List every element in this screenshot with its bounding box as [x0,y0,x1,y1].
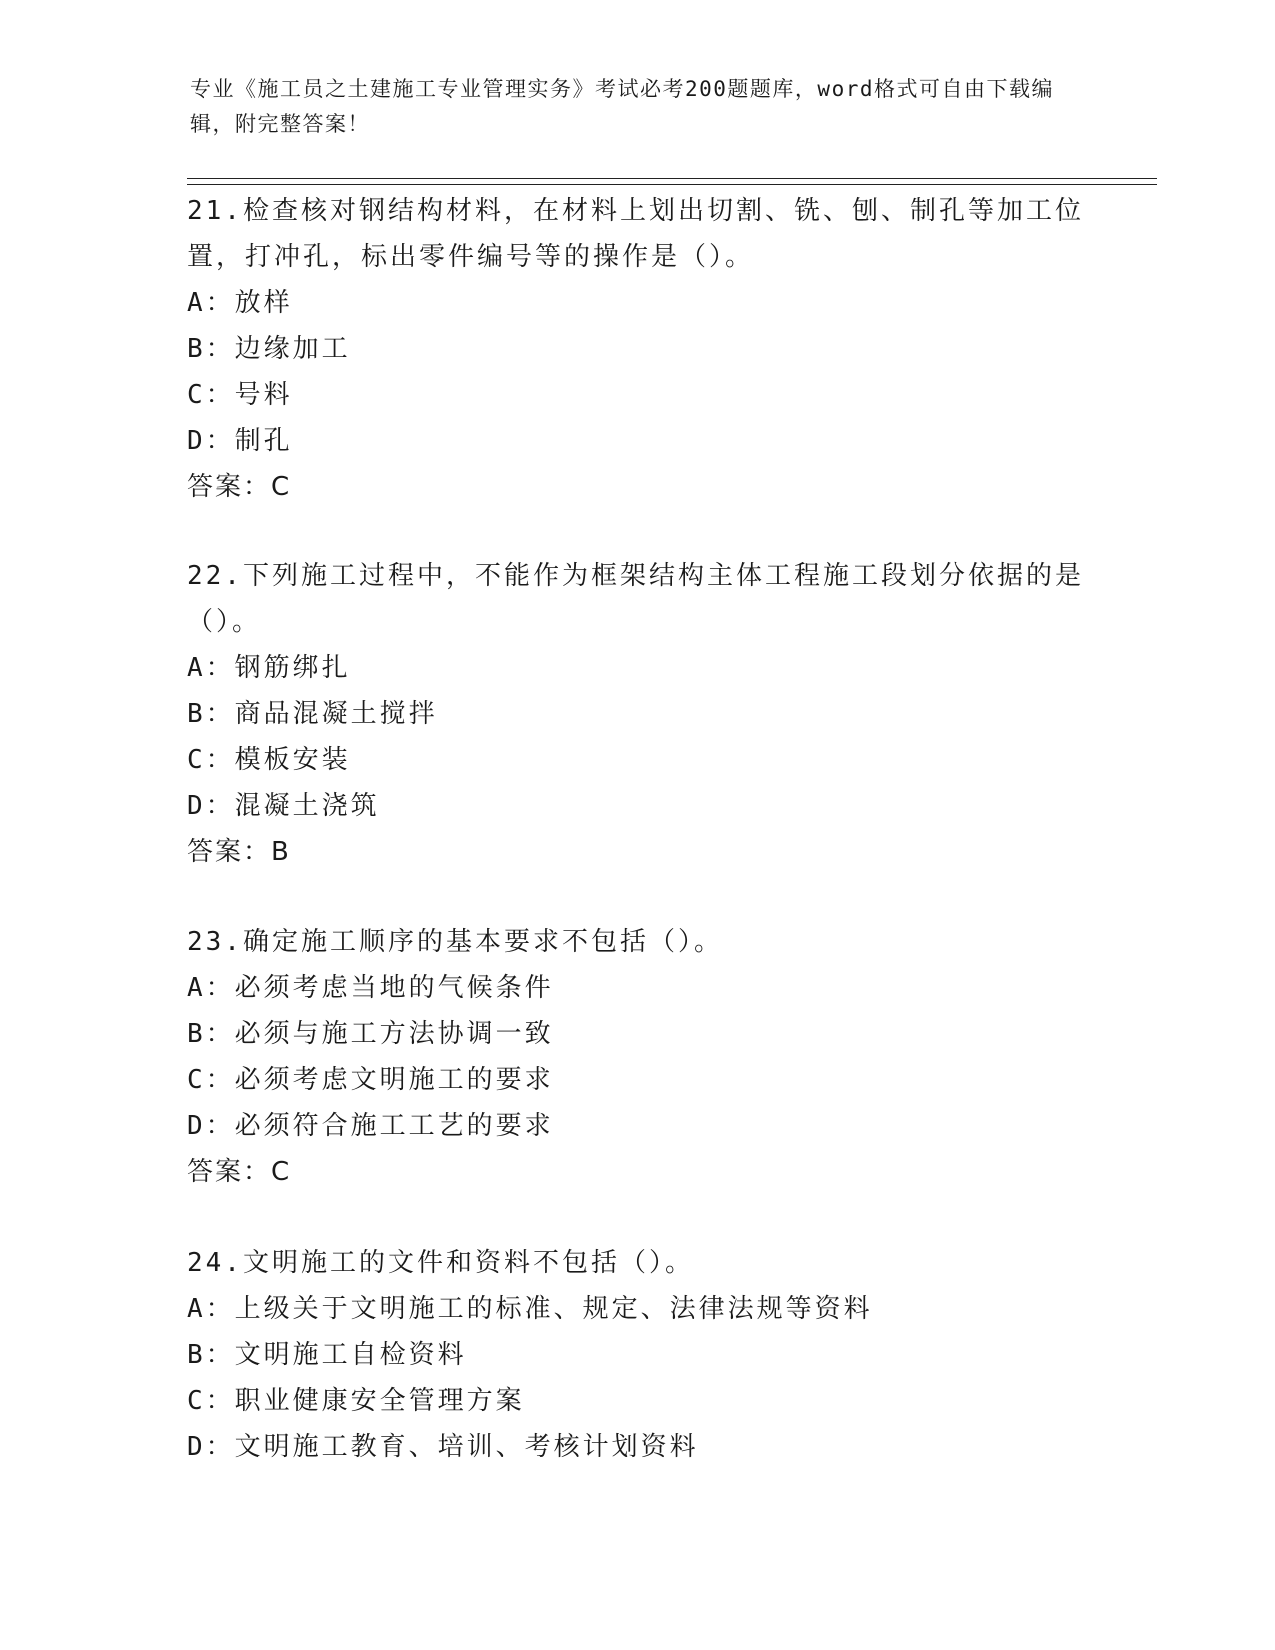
option-c: C：必须考虑文明施工的要求 [187,1065,554,1095]
document-header: 专业《施工员之土建施工专业管理实务》考试必考200题题库，word格式可自由下载编辑，附完整答案！ [190,77,1054,136]
option-d: D：必须符合施工工艺的要求 [187,1111,554,1141]
option-d: D：混凝土浇筑 [187,791,380,821]
question-stem: 24.文明施工的文件和资料不包括（）。 [187,1248,694,1278]
answer-line: 答案：B [187,837,291,867]
question-21 [187,188,1087,510]
option-c: C：号料 [187,380,293,410]
option-a: A：上级关于文明施工的标准、规定、法律法规等资料 [187,1294,873,1324]
option-b: B：文明施工自检资料 [187,1340,467,1370]
option-d: D：文明施工教育、培训、考核计划资料 [187,1432,699,1462]
header-divider-top [187,178,1157,179]
answer-line: 答案：C [187,472,292,502]
option-a: A：必须考虑当地的气候条件 [187,973,554,1003]
header-divider-bottom [187,184,1157,185]
option-b: B：必须与施工方法协调一致 [187,1019,554,1049]
question-23 [187,919,1087,1195]
question-stem: 22.下列施工过程中，不能作为框架结构主体工程施工段划分依据的是（）。 [187,561,1084,637]
option-c: C：职业健康安全管理方案 [187,1386,525,1416]
option-d: D：制孔 [187,426,293,456]
question-stem: 21.检查核对钢结构材料，在材料上划出切割、铣、刨、制孔等加工位置，打冲孔，标出零件编号等的操作是（）。 [187,196,1084,272]
answer-line: 答案：C [187,1157,292,1187]
option-a: A：放样 [187,288,293,318]
question-stem: 23.确定施工顺序的基本要求不包括（）。 [187,927,723,957]
question-24 [187,1240,1087,1470]
option-c: C：模板安装 [187,745,351,775]
option-b: B：边缘加工 [187,334,351,364]
question-22 [187,553,1087,875]
option-b: B：商品混凝土搅拌 [187,699,438,729]
option-a: A：钢筋绑扎 [187,653,351,683]
